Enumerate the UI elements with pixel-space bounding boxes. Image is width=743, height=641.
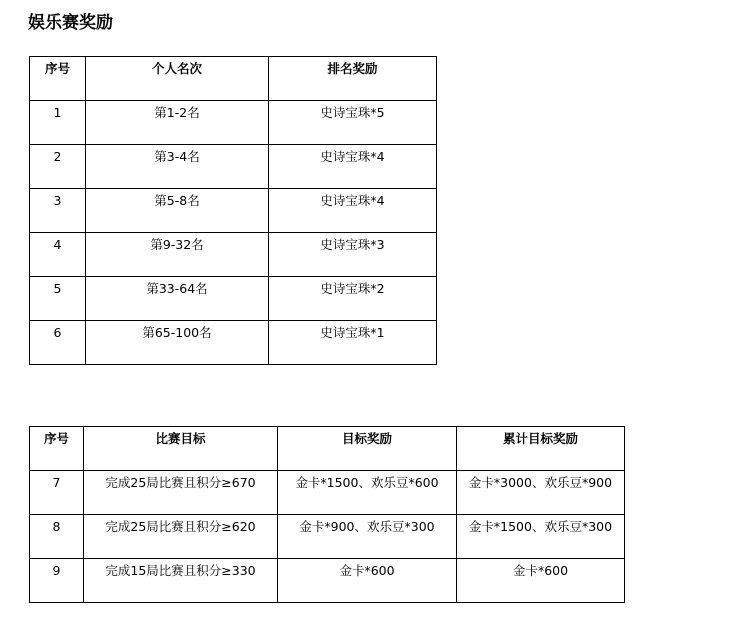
table-row (30, 515, 625, 559)
cell-personal-rank: 第9-32名 (86, 233, 269, 277)
table-header-row (30, 427, 625, 471)
column-header-match-goal: 比赛目标 (84, 427, 278, 471)
cell-cumulative-reward: 金卡*1500、欢乐豆*300 (457, 515, 625, 559)
table-row (30, 277, 437, 321)
cell-rank-reward: 史诗宝珠*2 (269, 277, 437, 321)
cell-goal-reward: 金卡*1500、欢乐豆*600 (278, 471, 457, 515)
column-header-goal-reward: 目标奖励 (278, 427, 457, 471)
cell-rank-reward: 史诗宝珠*4 (269, 189, 437, 233)
table-row (30, 471, 625, 515)
table-row (30, 101, 437, 145)
cell-index: 6 (30, 321, 86, 365)
table-row (30, 189, 437, 233)
cell-goal-reward: 金卡*900、欢乐豆*300 (278, 515, 457, 559)
column-header-rank-reward: 排名奖励 (269, 57, 437, 101)
cell-personal-rank: 第5-8名 (86, 189, 269, 233)
cell-index: 4 (30, 233, 86, 277)
cell-index: 5 (30, 277, 86, 321)
cell-index: 2 (30, 145, 86, 189)
cell-index: 3 (30, 189, 86, 233)
cell-rank-reward: 史诗宝珠*5 (269, 101, 437, 145)
cell-goal-reward: 金卡*600 (278, 559, 457, 603)
column-header-personal-rank: 个人名次 (86, 57, 269, 101)
cell-index: 9 (30, 559, 84, 603)
cell-match-goal: 完成25局比赛且积分≥620 (84, 515, 278, 559)
cell-index: 7 (30, 471, 84, 515)
cell-match-goal: 完成25局比赛且积分≥670 (84, 471, 278, 515)
column-header-index: 序号 (30, 57, 86, 101)
table-header-row (30, 57, 437, 101)
cell-personal-rank: 第33-64名 (86, 277, 269, 321)
cell-rank-reward: 史诗宝珠*4 (269, 145, 437, 189)
cell-personal-rank: 第65-100名 (86, 321, 269, 365)
cell-rank-reward: 史诗宝珠*3 (269, 233, 437, 277)
column-header-index: 序号 (30, 427, 84, 471)
table-row (30, 233, 437, 277)
page-title: 娱乐赛奖励 (28, 13, 113, 33)
table-row (30, 559, 625, 603)
cell-rank-reward: 史诗宝珠*1 (269, 321, 437, 365)
cell-match-goal: 完成15局比赛且积分≥330 (84, 559, 278, 603)
cell-personal-rank: 第3-4名 (86, 145, 269, 189)
cell-personal-rank: 第1-2名 (86, 101, 269, 145)
match-goal-rewards-table (29, 426, 625, 603)
ranking-rewards-table (29, 56, 437, 365)
cell-cumulative-reward: 金卡*600 (457, 559, 625, 603)
cell-cumulative-reward: 金卡*3000、欢乐豆*900 (457, 471, 625, 515)
column-header-cumulative-reward: 累计目标奖励 (457, 427, 625, 471)
cell-index: 1 (30, 101, 86, 145)
table-row (30, 321, 437, 365)
table-row (30, 145, 437, 189)
cell-index: 8 (30, 515, 84, 559)
